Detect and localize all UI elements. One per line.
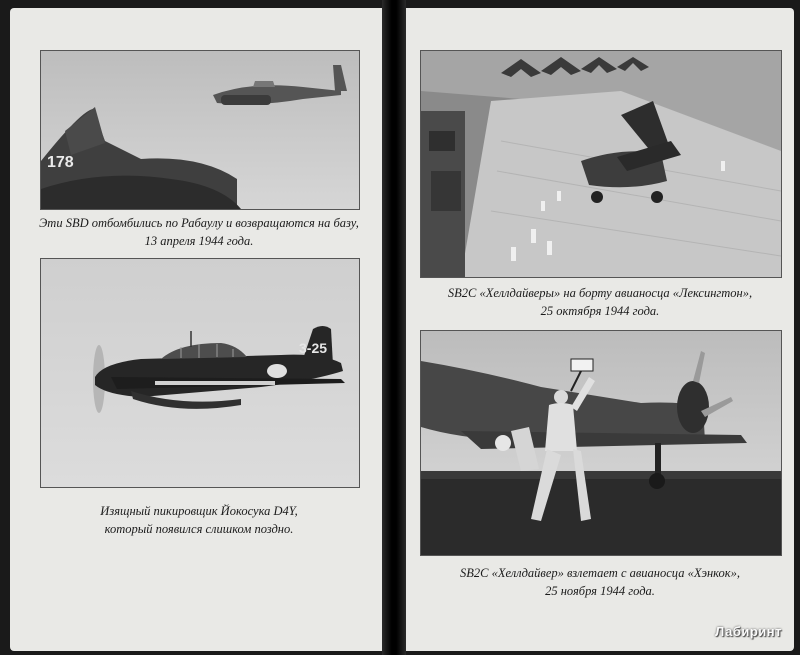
- caption-line: 25 ноября 1944 года.: [545, 584, 655, 598]
- tail-number: 178: [47, 154, 74, 171]
- caption-d4y: [24, 502, 374, 538]
- caption-line: Изящный пикировщик Йокосука D4Y,: [100, 504, 298, 518]
- watermark-logo: [715, 624, 782, 639]
- left-page: [10, 8, 382, 651]
- book-gutter: [382, 0, 406, 655]
- tail-code: 3-25: [299, 340, 328, 356]
- caption-line: 25 октября 1944 года.: [540, 304, 660, 318]
- caption-line: который появился слишком поздно.: [104, 522, 294, 536]
- photo-hancock-takeoff: [420, 330, 782, 556]
- photo-lexington-deck: [420, 50, 782, 278]
- caption-sbd: [24, 214, 374, 250]
- photo-d4y: [40, 258, 360, 488]
- caption-line: SB2C «Хеллдайвер» взлетает с авианосца «Хэнкок»,: [459, 566, 741, 580]
- caption-line: 13 апреля 1944 года.: [144, 234, 254, 248]
- watermark-text: Лабиринт: [715, 624, 782, 639]
- photo-sbd-flight: [40, 50, 360, 210]
- caption-line: SB2C «Хеллдайверы» на борту авианосца «Лексингтон»,: [447, 286, 753, 300]
- right-page: [406, 8, 794, 651]
- caption-hancock: [414, 564, 786, 600]
- caption-line: Эти SBD отбомбились по Рабаулу и возвращаются на базу,: [39, 216, 359, 230]
- caption-lexington: [414, 284, 786, 320]
